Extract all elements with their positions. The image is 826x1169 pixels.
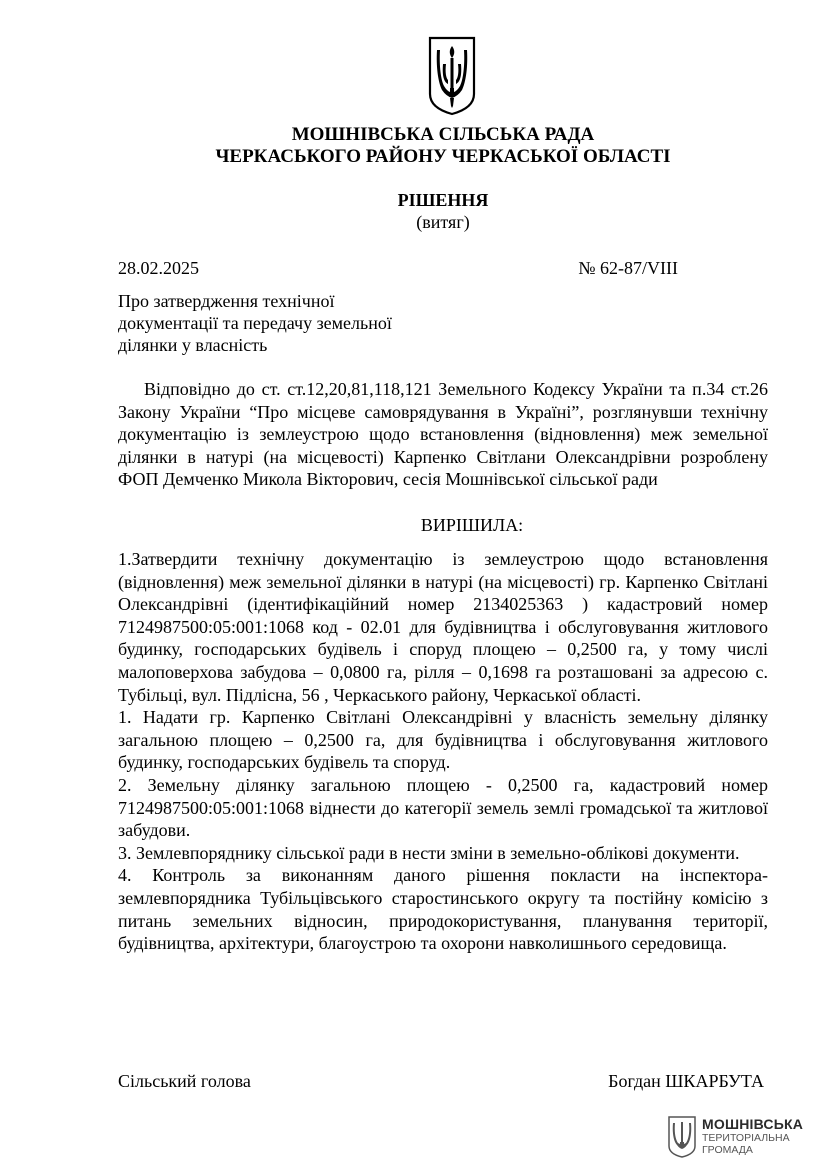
- document-title: РІШЕННЯ: [397, 190, 489, 210]
- logo-title: МОШНІВСЬКА: [702, 1116, 804, 1132]
- decision-item: 4. Контроль за виконанням даного рішення покласти на інспектора-землевпорядника Тубільцівського старостинського округу та постійну комісію з питань земельних відносин, природокористування, планування території, будівництва, архітектури, благоустрою та охорони навколишнього середовища.: [118, 865, 768, 954]
- community-logo: [668, 1116, 818, 1162]
- decided-heading: ВИРІШИЛА:: [420, 515, 524, 535]
- document-subject: Про затвердження технічної документації та передачу земельної ділянки у власність: [118, 291, 392, 355]
- decision-item: 3. Землевпорядн​ику сільської ради в нести зміни в земельно-облікові документи.: [118, 842, 740, 863]
- decision-item: 1.Затвердити технічну документацію із землеустрою щодо встановлення (відновлення) меж земельної ділянки в натурі (на місцевості) гр. Карпенко Світлані Олександрівні (ідентифікаційний номер 2134025363 ) кадастровий номер 7124987500:05:001:1068 код - 02.01 для будівництва і обслуговування житлового будинку, господарських будівель і споруд площею – 0,2500 га, у тому числі малоповерхова забудова – 0,0800 га, рілля – 0,1698 га розташовані за адресою с. Тубільці, вул. Підлісна, 56 , Черкаського району, Черкаської області.: [118, 549, 768, 705]
- document-subtitle: (витяг): [416, 212, 470, 232]
- organization-name: МОШНІВСЬКА СІЛЬСЬКА РАДА: [291, 124, 595, 145]
- coat-of-arms-icon: [428, 36, 476, 116]
- document-number: № 62-87/VIII: [578, 258, 678, 278]
- logo-line3: ГРОМАДА: [702, 1144, 753, 1156]
- trident-icon: [668, 1116, 696, 1158]
- decision-items: [118, 548, 768, 955]
- document-date: 28.02.2025: [118, 258, 199, 278]
- signatory-position: Сільський голова: [118, 1071, 251, 1091]
- organization-region: ЧЕРКАСЬКОГО РАЙОНУ ЧЕРКАСЬКОЇ ОБЛАСТІ: [215, 146, 671, 167]
- signatory-name: Богдан ШКАРБУТА: [608, 1071, 764, 1091]
- logo-line2: ТЕРИТОРІАЛЬНА: [702, 1132, 790, 1144]
- preamble-paragraph: Відповідно до ст. ст.12,20,81,118,121 Земельного Кодексу України та п.34 ст.26 Закону України “Про місцеве самоврядування в Україні”, розглянувши технічну документацію із землеустрою щодо встановлення (відновлення) меж земельної ділянки в натурі (на місцевості) Карпенко Світлани Олександрівни розроблену ФОП Демченко Микола Вікторович, сесія Мошнівської сільської ради: [118, 379, 768, 490]
- logo-subtitle: [702, 1132, 790, 1156]
- decision-item: 2. Земельну ділянку загальною площею - 0,2500 га, кадастровий номер 7124987500:05:001:1068 віднести до категорії земель землі громадської та житлової забудови.: [118, 774, 768, 841]
- decision-item: 1. Надати гр. Карпенко Світлані Олександрівні у власність земельну ділянку загальною площею – 0,2500 га, для будівництва і обслуговування житлового будинку, господарських будівель та споруд.: [118, 707, 768, 773]
